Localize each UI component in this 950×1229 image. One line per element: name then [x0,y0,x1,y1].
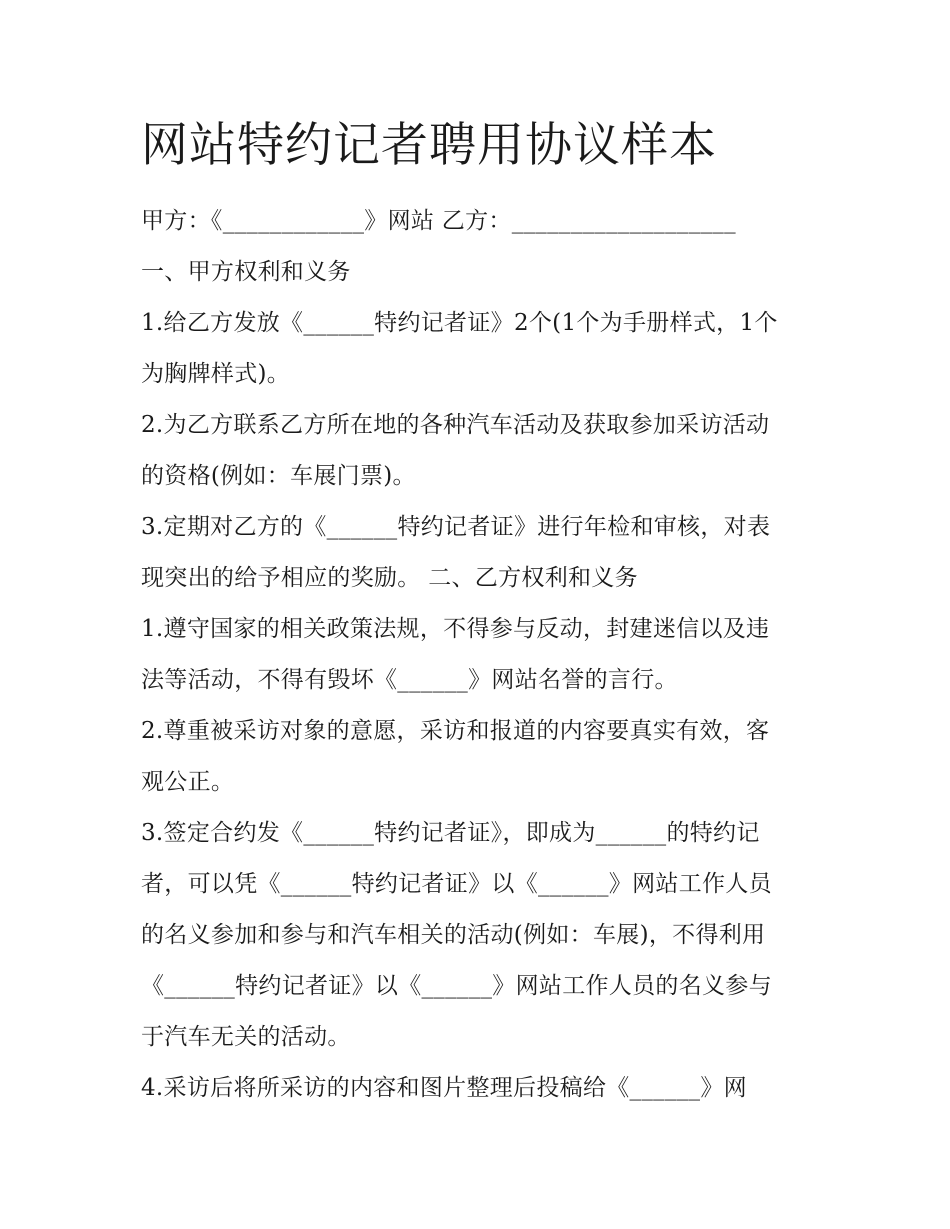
paragraph-line: 法等活动，不得有毁坏《______》网站名誉的言行。 [141,667,678,693]
section-heading: 一、甲方权利和义务 [141,259,351,285]
paragraph-line: 1.给乙方发放《______特约记者证》2个(1个为手册样式，1个 [141,310,778,336]
paragraph-line: 4.采访后将所采访的内容和图片整理后投稿给《______》网 [141,1075,747,1101]
paragraph-line: 的资格(例如：车展门票)。 [141,463,416,489]
paragraph-line: 2.尊重被采访对象的意愿，采访和报道的内容要真实有效，客 [141,718,770,744]
document-title: 网站特约记者聘用协议样本 [141,118,717,173]
paragraph-line: 于汽车无关的活动。 [141,1024,351,1050]
paragraph-line: 2.为乙方联系乙方所在地的各种汽车活动及获取参加采访活动 [141,412,770,438]
paragraph-line: 现突出的给予相应的奖励。 二、乙方权利和义务 [141,565,638,591]
paragraph-line: 《______特约记者证》以《______》网站工作人员的名义参与 [141,973,772,999]
document-page [141,108,821,1114]
document-body [141,196,821,1114]
paragraph-line: 为胸牌样式)。 [141,361,291,387]
paragraph-line: 的名义参加和参与和汽车相关的活动(例如：车展)，不得利用 [141,922,766,948]
paragraph-line: 观公正。 [141,769,235,795]
paragraph-line: 3.定期对乙方的《______特约记者证》进行年检和审核，对表 [141,514,771,540]
paragraph-line: 3.签定合约发《______特约记者证》，即成为______的特约记 [141,820,760,846]
paragraph-line: 者，可以凭《______特约记者证》以《______》网站工作人员 [141,871,772,897]
party-line: 甲方：《____________》网站 乙方：___________________ [141,208,736,234]
paragraph-line: 1.遵守国家的相关政策法规，不得参与反动，封建迷信以及违 [141,616,770,642]
